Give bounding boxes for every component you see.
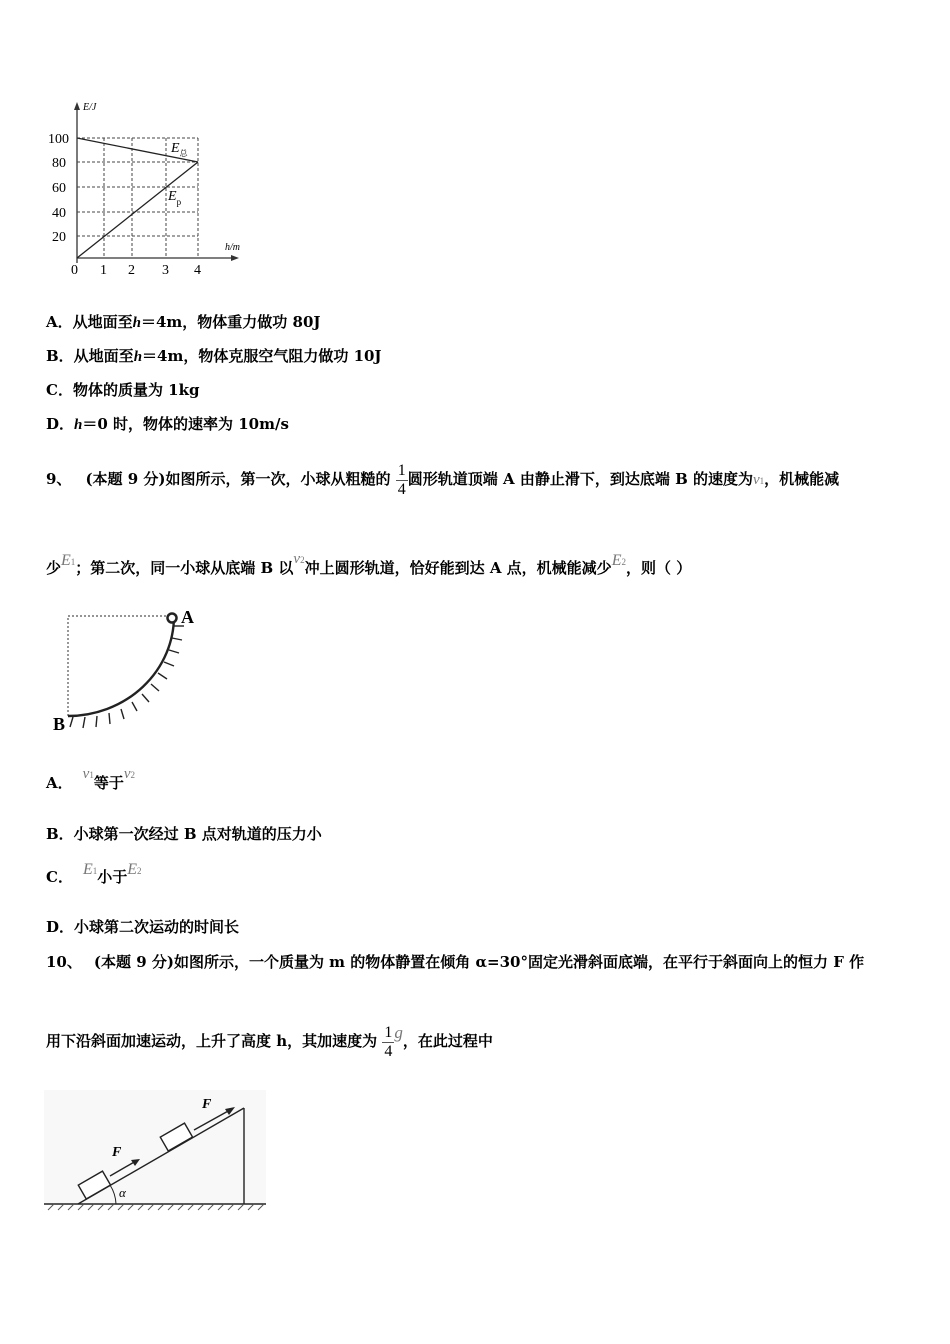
y-tick-100: 100 [48, 132, 69, 147]
q9-opt-c-e2: E2 [127, 861, 142, 878]
x-tick-2: 2 [128, 263, 135, 278]
x-tick-3: 3 [162, 263, 169, 278]
quarter-circle-track-figure [48, 600, 208, 735]
q8-option-d: D．h＝0 时，物体的速率为 10m/s [46, 415, 289, 433]
q9-option-d: D．小球第二次运动的时间长 [46, 918, 240, 936]
y-tick-60: 60 [52, 181, 66, 196]
q10-stem-line2: 用下沿斜面加速运动，上升了高度 h，其加速度为 $\frac{1}{4}$ g，在此过程中 [46, 1023, 493, 1060]
x-tick-1: 1 [100, 263, 107, 278]
q9-stem-line2: 少E1；第二次，同一小球从底端 B 以v2冲上圆形轨道，恰好能到达 A 点，机械能减少E2，则（ ） [46, 551, 692, 577]
force-label-top: F [202, 1097, 212, 1112]
ground-hatching [48, 1204, 264, 1210]
potential-energy-line [77, 162, 198, 258]
track-arc [68, 616, 174, 716]
dashed-radius-lines [68, 616, 174, 716]
angle-alpha-label: α [119, 1185, 126, 1200]
y-axis-label: E/J [83, 102, 97, 113]
q9-option-c: C． E1小于E2 [46, 861, 142, 886]
energy-height-graph [40, 98, 250, 278]
x-axis-arrow [231, 255, 239, 261]
potential-energy-label: $E_p$ [168, 189, 182, 207]
y-tick-20: 20 [52, 230, 66, 245]
x-axis-label: h/m [225, 242, 240, 253]
x-tick-4: 4 [194, 263, 201, 278]
total-energy-label: $E_总$ [171, 141, 188, 158]
q9-e1-symbol: E1 [61, 552, 76, 569]
force-label-bottom: F [112, 1145, 122, 1160]
q9-v1-symbol: v1 [752, 472, 765, 488]
q9-option-a: A． v1等于v2 [46, 766, 135, 792]
y-tick-80: 80 [52, 156, 66, 171]
q9-opt-a-v1: v1 [82, 766, 94, 782]
incline-figure [44, 1090, 268, 1216]
y-tick-40: 40 [52, 206, 66, 221]
q9-stem-line1: 9、 (本题 9 分)如图所示，第一次，小球从粗糙的 $\frac{1}{4}$ 圆形轨道顶端 A 由静止滑下，到达底端 B 的速度为v1，机械能减 [46, 461, 840, 498]
label-a: A [181, 607, 194, 627]
q9-v2-symbol: v2 [293, 551, 305, 567]
q9-quarter-fraction: $\frac{1}{4}$ [397, 461, 406, 498]
track-hatching [70, 626, 184, 728]
y-axis-arrow [74, 102, 80, 110]
q8-option-b: B．从地面至h＝4m，物体克服空气阻力做功 10J [46, 347, 382, 365]
q8-option-a: A．从地面至h＝4m，物体重力做功 80J [46, 313, 321, 331]
x-tick-0: 0 [71, 263, 78, 278]
q9-opt-a-v2: v2 [123, 766, 135, 782]
q8-option-c: C．物体的质量为 1kg [46, 381, 200, 399]
q9-opt-c-e1: E1 [82, 861, 98, 878]
ball-at-a [168, 614, 177, 623]
q9-option-b: B．小球第一次经过 B 点对轨道的压力小 [46, 825, 322, 843]
label-b: B [53, 714, 66, 734]
q10-stem-line1: 10、 (本题 9 分)如图所示，一个质量为 m 的物体静置在倾角 α=30°固定光滑斜面底端，在平行于斜面向上的恒力 F 作 [46, 953, 865, 971]
q10-g-symbol: g [394, 1023, 403, 1042]
q9-e2-symbol: E2 [611, 552, 626, 569]
q10-quarter-fraction: $\frac{1}{4}$ [384, 1023, 393, 1060]
